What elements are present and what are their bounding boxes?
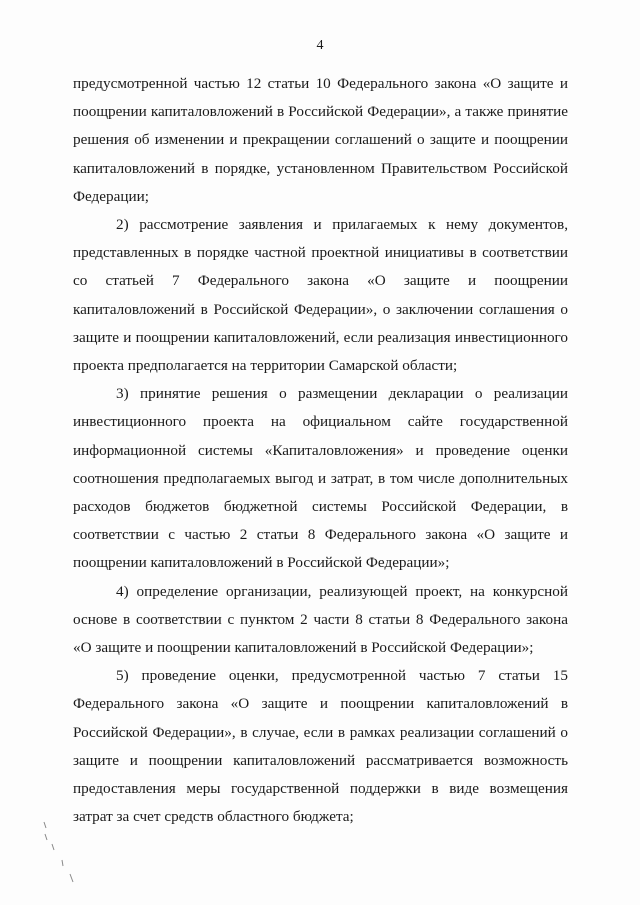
paragraph-item-3: 3) принятие решения о размещении декларации о реализации инвестиционного проекта на официальном сайте государственной информационной системы «Капиталовложения» и проведение оценки соотношения предполагаемых выгод и затрат, в том числе дополнительных расходов бюджетов бюджетной системы Российской Федерации, в соответствии с частью 2 статьи 8 Федерального закона «О защите и поощрении капиталовложений в Российской Федерации»;: [73, 385, 568, 572]
document-body: [73, 70, 568, 831]
page-number: 4: [316, 38, 324, 53]
paragraph-item-5: 5) проведение оценки, предусмотренной частью 7 статьи 15 Федерального закона «О защите и поощрении капиталовложений в Российской Федерации», в случае, если в рамках реализации соглашений о защите и поощрении капиталовложений рассматривается возможность предоставления меры государственной поддержки в виде возмещения затрат за счет средств областного бюджета;: [73, 667, 568, 826]
paragraph-continuation: предусмотренной частью 12 статьи 10 Федерального закона «О защите и поощрении капиталовложений в Российской Федерации», а также принятие решения об изменении и прекращении соглашений о защите и поощрении капиталовложений в порядке, установленном Правительством Российской Федерации;: [73, 75, 568, 205]
paragraph-item-2: 2) рассмотрение заявления и прилагаемых к нему документов, представленных в порядке частной проектной инициативы в соответствии со статьей 7 Федерального закона «О защите и поощрении капиталовложений в Российской Федерации», о заключении соглашения о защите и поощрении капиталовложений, если реализация инвестиционного проекта предполагается на территории Самарской области;: [73, 216, 568, 375]
paragraph-item-4: 4) определение организации, реализующей проект, на конкурсной основе в соответствии с пунктом 2 части 8 статьи 8 Федерального закона «О защите и поощрении капиталовложений в Российской Федерации»;: [73, 582, 568, 657]
scan-artifact-marks: [40, 820, 100, 890]
